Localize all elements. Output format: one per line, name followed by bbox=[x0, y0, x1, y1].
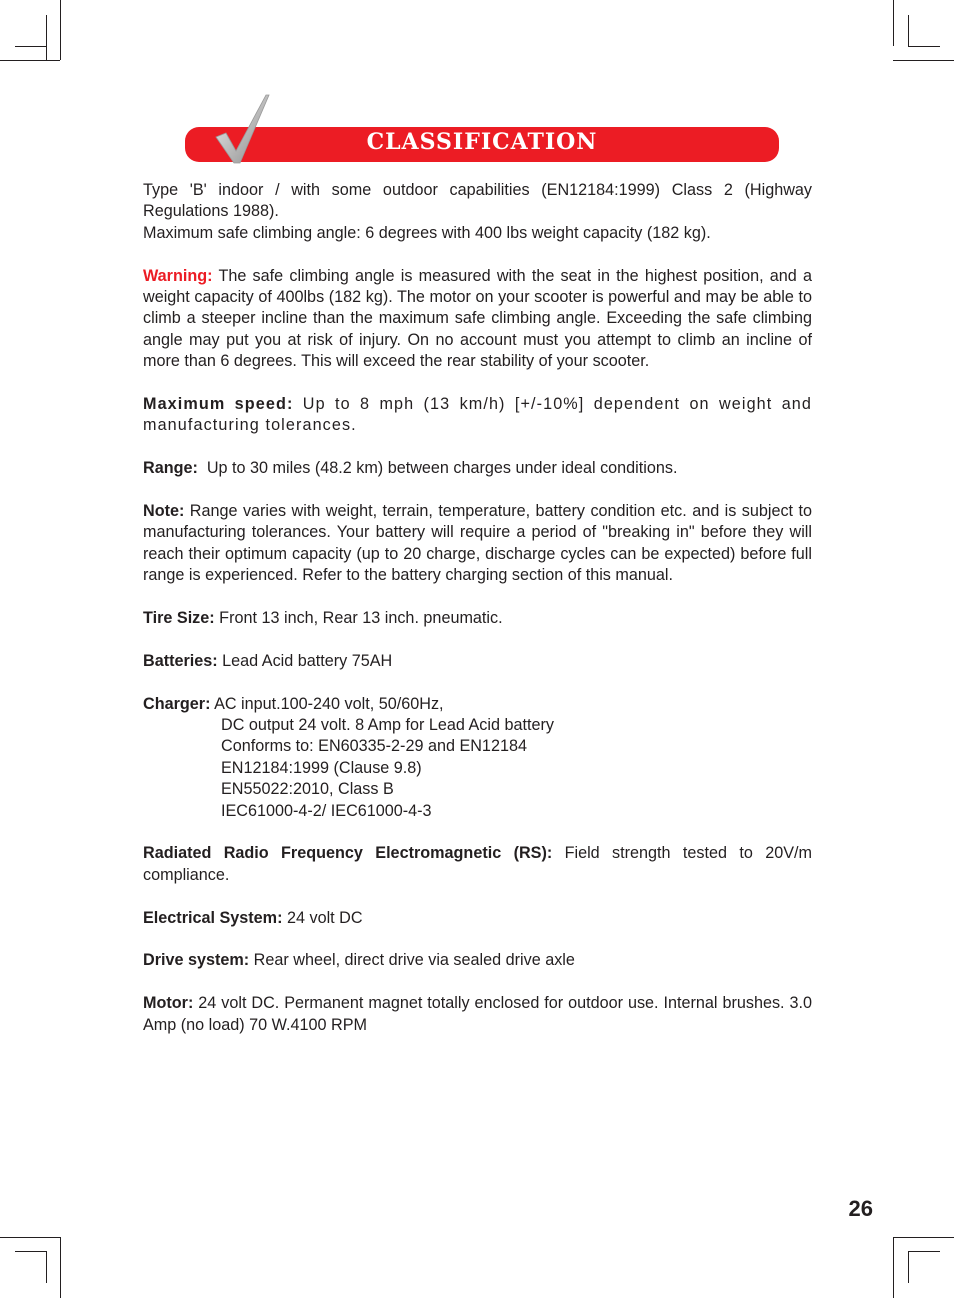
intro-line-1: Type 'B' indoor / with some outdoor capabilities (EN12184:1999) Class 2 (Highway Regulations 1988). bbox=[143, 181, 812, 221]
charger-line: AC input.100-240 volt, 50/60Hz, bbox=[210, 694, 444, 713]
max-speed-paragraph bbox=[143, 394, 812, 437]
motor-text: 24 volt DC. Permanent magnet totally enclosed for outdoor use. Internal brushes. 3.0 Amp (no load) 70 W.4100 RPM bbox=[143, 994, 812, 1034]
crop-mark-top-right-vertical bbox=[893, 0, 894, 46]
charger-label: Charger: bbox=[143, 694, 211, 713]
crop-mark-bottom-left-horizontal-inner bbox=[15, 1251, 46, 1252]
drive-label: Drive system: bbox=[143, 951, 250, 970]
crop-mark-top-right-horizontal bbox=[908, 46, 940, 47]
crop-mark-bottom-left-vertical-inner bbox=[46, 1251, 47, 1283]
warning-text: The safe climbing angle is measured with the seat in the highest position, and a weight capacity of 400lbs (182 kg). The motor on your scooter is powerful and may be able to climb a steeper incline than the maximum safe climbing angle. Exceeding the safe climbing angle may put you at risk of injury. On no account must you attempt to climb an incline of more than 6 degrees. This will exceed the rear stability of your scooter. bbox=[143, 266, 812, 371]
tire-size-text: Front 13 inch, Rear 13 inch. pneumatic. bbox=[214, 609, 503, 628]
crop-mark-bottom-right-vertical bbox=[893, 1237, 894, 1298]
motor-label: Motor: bbox=[143, 994, 194, 1013]
note-label: Note: bbox=[143, 502, 185, 521]
classification-content bbox=[143, 180, 812, 1057]
drive-text: Rear wheel, direct drive via sealed drive axle bbox=[249, 951, 575, 970]
charger-line: IEC61000-4-2/ IEC61000-4-3 bbox=[221, 801, 432, 820]
crop-mark-bottom-right-horizontal-inner bbox=[908, 1251, 940, 1252]
batteries-label: Batteries: bbox=[143, 651, 218, 670]
crop-mark-bottom-left-vertical bbox=[60, 1237, 61, 1298]
charger-line: EN55022:2010, Class B bbox=[221, 780, 394, 799]
radiated-label: Radiated Radio Frequency Electromagnetic (RS): bbox=[143, 844, 553, 863]
intro-paragraph bbox=[143, 180, 812, 244]
note-text: Range varies with weight, terrain, temperature, battery condition etc. and is subject to manufacturing tolerances. Your battery will require a period of "breaking in" before they will reach their optimum capacity (up to 20 charge, discharge cycles can be expected) before full range is experienced. Refer to the battery charging section of this manual. bbox=[143, 502, 812, 585]
tire-size-label: Tire Size: bbox=[143, 609, 215, 628]
radiated-text: Field strength tested to 20V/m compliance. bbox=[143, 844, 812, 884]
charger-line: Conforms to: EN60335-2-29 and EN12184 bbox=[221, 737, 527, 756]
crop-mark-bottom-right-horizontal bbox=[893, 1237, 954, 1238]
crop-mark-top-left-vertical bbox=[60, 0, 61, 60]
electrical-label: Electrical System: bbox=[143, 908, 283, 927]
crop-mark-top-right-horizontal-outer bbox=[893, 60, 954, 61]
tire-size-paragraph bbox=[143, 608, 812, 629]
charger-line: EN12184:1999 (Clause 9.8) bbox=[221, 758, 422, 777]
batteries-text: Lead Acid battery 75AH bbox=[217, 651, 393, 670]
checkmark-icon bbox=[214, 93, 274, 165]
crop-mark-bottom-right-vertical-inner bbox=[908, 1251, 909, 1283]
section-banner bbox=[185, 127, 779, 162]
warning-label: Warning: bbox=[143, 266, 213, 285]
warning-paragraph bbox=[143, 266, 812, 373]
range-label: Range: bbox=[143, 459, 198, 478]
batteries-paragraph bbox=[143, 651, 812, 672]
motor-paragraph bbox=[143, 993, 812, 1036]
crop-mark-top-left-vertical-inner bbox=[46, 15, 47, 60]
max-speed-label: Maximum speed: bbox=[143, 395, 294, 414]
charger-line: DC output 24 volt. 8 Amp for Lead Acid battery bbox=[221, 716, 554, 735]
crop-mark-top-right-vertical-inner bbox=[908, 15, 909, 47]
electrical-paragraph bbox=[143, 908, 812, 929]
range-paragraph bbox=[143, 458, 812, 479]
range-text: Up to 30 miles (48.2 km) between charges under ideal conditions. bbox=[197, 459, 678, 478]
charger-paragraph bbox=[143, 694, 812, 822]
radiated-paragraph bbox=[143, 843, 812, 886]
crop-mark-bottom-left-horizontal bbox=[0, 1237, 60, 1238]
section-title: CLASSIFICATION bbox=[366, 129, 598, 155]
note-paragraph bbox=[143, 501, 812, 587]
max-speed-text: Up to 8 mph (13 km/h) [+/-10%] dependent on weight and manufacturing tolerances. bbox=[143, 395, 812, 435]
crop-mark-top-left-horizontal bbox=[0, 60, 60, 61]
drive-paragraph bbox=[143, 950, 812, 971]
crop-mark-top-left-horizontal-inner bbox=[15, 46, 46, 47]
electrical-text: 24 volt DC bbox=[282, 908, 363, 927]
intro-line-2: Maximum safe climbing angle: 6 degrees with 400 lbs weight capacity (182 kg). bbox=[143, 223, 711, 242]
page-number: 26 bbox=[848, 1196, 873, 1221]
